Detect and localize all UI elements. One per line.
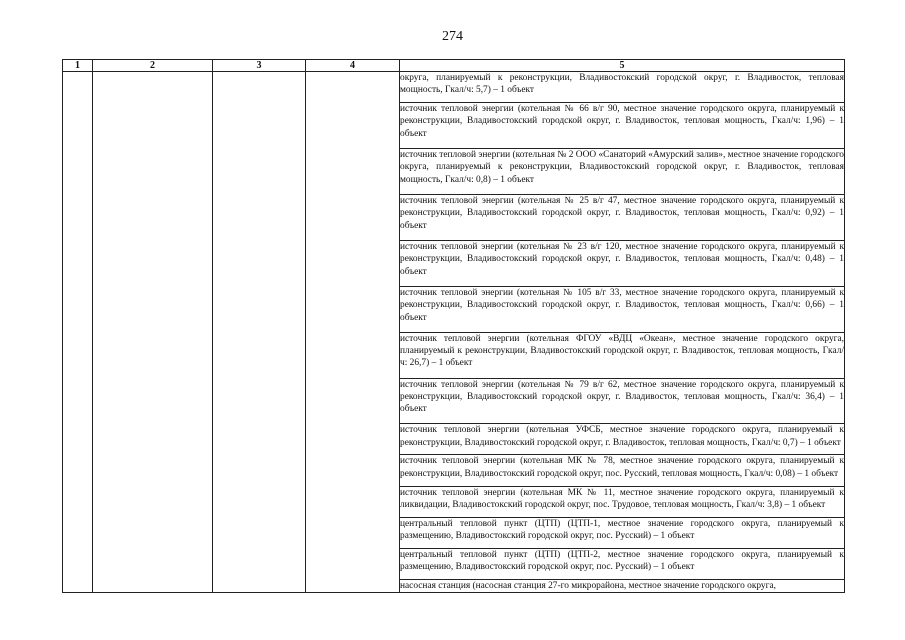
column-4-cell <box>306 72 400 593</box>
entry-cell: источник тепловой энергии (котельная МК № 11, местное значение городского округа, планируемый к ликвидации, Владивостокский городской округ, пос. Трудовое, тепловая мощность, Гкал/ч: 3,8) – 1 объект <box>400 486 845 517</box>
entry-cell: центральный тепловой пункт (ЦТП) (ЦТП-1, местное значение городского округа, планируемый к размещению, Владивостокский городской округ, пос. Русский) – 1 объект <box>400 517 845 548</box>
entry-cell: источник тепловой энергии (котельная № 2 ООО «Санаторий «Амурский залив», местное значение городского округа, планируемый к реконструкции, Владивостокский городской округ, г. Владивосток, тепловая мощность, Гкал/ч: 0,8) – 1 объект <box>400 148 845 194</box>
entry-cell: источник тепловой энергии (котельная ФГОУ «ВДЦ «Океан», местное значение городского округа, планируемый к реконструкции, Владивостокский городской округ, г. Владивосток, тепловая мощность, Гкал/ч: 26,7) – 1 объект <box>400 332 845 378</box>
entry-cell: насосная станция (насосная станция 27-го микрорайона, местное значение городского округа, <box>400 579 845 592</box>
entry-cell: источник тепловой энергии (котельная МК № 78, местное значение городского округа, планируемый к реконструкции, Владивостокский городской округ, пос. Русский, тепловая мощность, Гкал/ч: 0,08) – 1 объект <box>400 455 845 486</box>
column-header-5: 5 <box>400 60 845 72</box>
column-header-3: 3 <box>213 60 306 72</box>
column-1-cell <box>63 72 93 593</box>
page-number: 274 <box>442 29 463 44</box>
document-table <box>62 59 845 593</box>
entry-cell: источник тепловой энергии (котельная № 25 в/г 47, местное значение городского округа, планируемый к реконструкции, Владивостокский городской округ, г. Владивосток, тепловая мощность, Гкал/ч: 0,92) – 1 объект <box>400 194 845 240</box>
column-header-1: 1 <box>63 60 93 72</box>
entry-cell: источник тепловой энергии (котельная № 105 в/г 33, местное значение городского округа, планируемый к реконструкции, Владивостокский городской округ, г. Владивосток, тепловая мощность, Гкал/ч: 0,66) – 1 объект <box>400 286 845 332</box>
column-header-4: 4 <box>306 60 400 72</box>
column-2-cell <box>93 72 213 593</box>
entry-cell: центральный тепловой пункт (ЦТП) (ЦТП-2, местное значение городского округа, планируемый к размещению, Владивостокский городской округ, пос. Русский) – 1 объект <box>400 548 845 579</box>
entry-cell: источник тепловой энергии (котельная № 79 в/г 62, местное значение городского округа, планируемый к реконструкции, Владивостокский городской округ, г. Владивосток, тепловая мощность, Гкал/ч: 36,4) – 1 объект <box>400 378 845 424</box>
entry-cell: источник тепловой энергии (котельная № 23 в/г 120, местное значение городского округа, планируемый к реконструкции, Владивостокский городской округ, г. Владивосток, тепловая мощность, Гкал/ч: 0,48) – 1 объект <box>400 240 845 286</box>
table-row <box>63 72 845 103</box>
column-header-2: 2 <box>93 60 213 72</box>
entry-cell: округа, планируемый к реконструкции, Владивостокский городской округ, г. Владивосток, тепловая мощность, Гкал/ч: 5,7) – 1 объект <box>400 72 845 103</box>
entry-cell: источник тепловой энергии (котельная УФСБ, местное значение городского округа, планируемый к реконструкции, Владивостокский городской округ, г. Владивосток, тепловая мощность, Гкал/ч: 0,7) – 1 объект <box>400 424 845 455</box>
table-header-row <box>63 60 845 72</box>
column-3-cell <box>213 72 306 593</box>
entry-cell: источник тепловой энергии (котельная № 66 в/г 90, местное значение городского округа, планируемый к реконструкции, Владивостокский городской округ, г. Владивосток, тепловая мощность, Гкал/ч: 1,96) – 1 объект <box>400 103 845 149</box>
